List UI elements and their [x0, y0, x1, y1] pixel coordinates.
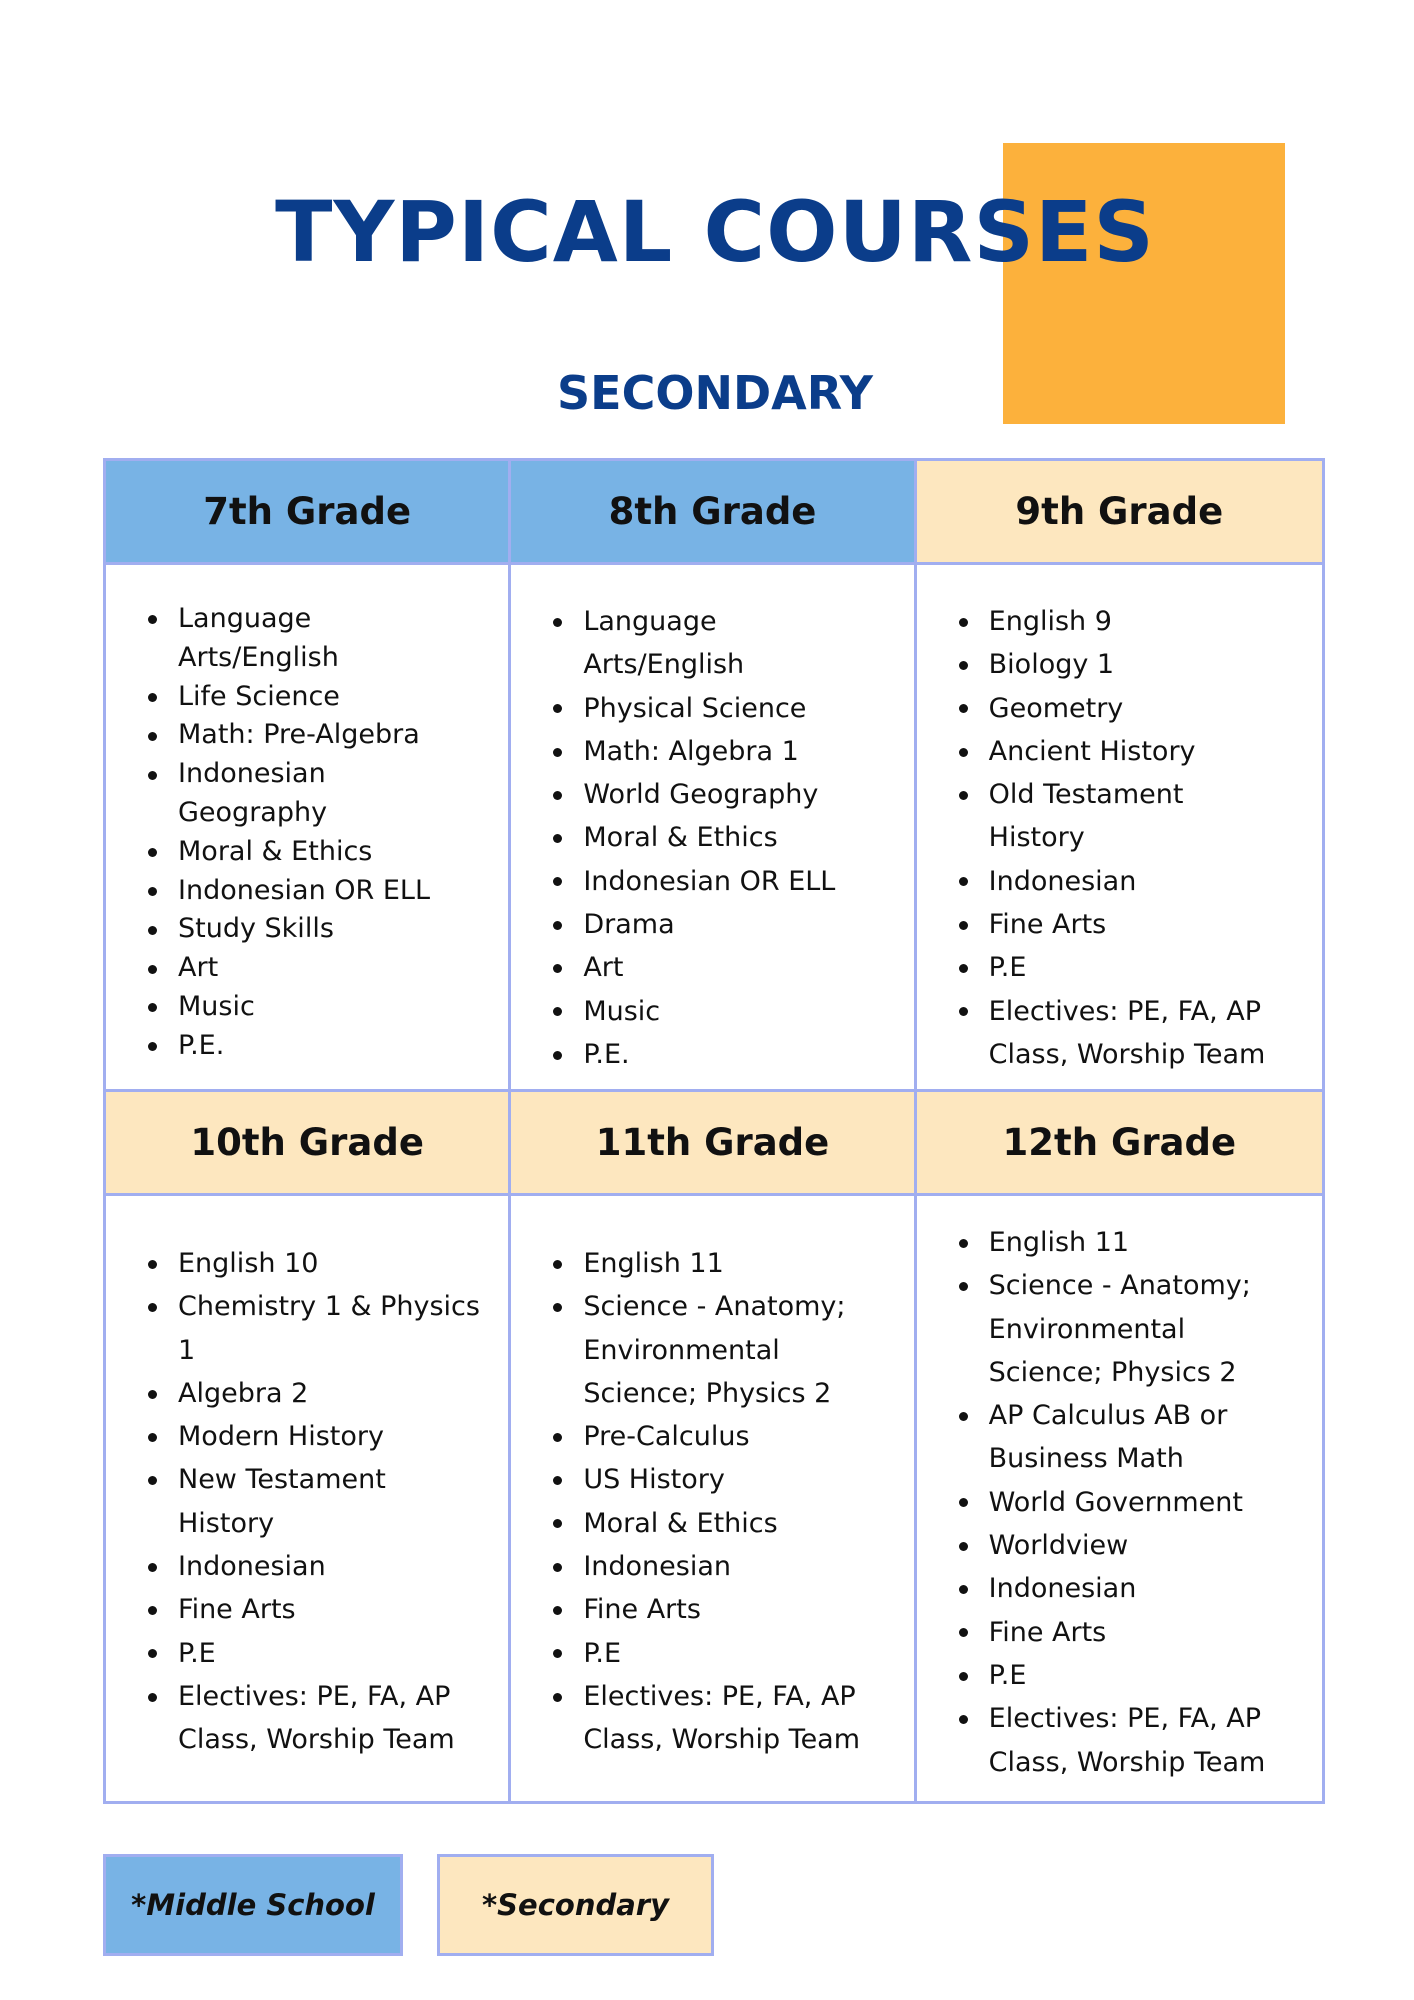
course-item: Fine Arts: [959, 903, 1302, 946]
course-item: Class, Worship Team: [988, 1038, 1266, 1070]
grade-header-9th: [917, 461, 1322, 565]
course-list: [148, 1242, 488, 1762]
course-item: English 11: [959, 1221, 1302, 1264]
course-item: Indonesian: [959, 860, 1302, 903]
legend-middle-school-label: *Middle School: [131, 1888, 375, 1922]
course-item: Electives: PE, FA, AP: [959, 990, 1302, 1033]
legend-secondary: [437, 1854, 714, 1956]
course-list-7th: [106, 565, 511, 1092]
course-item: Indonesian: [148, 755, 488, 794]
course-item: Ancient History: [959, 730, 1302, 773]
course-item: Fine Arts: [148, 1588, 488, 1631]
course-item: Class, Worship Team: [583, 1724, 861, 1756]
grade-header-8th: [511, 461, 916, 565]
course-item: Geometry: [959, 687, 1302, 730]
course-item: Geography: [178, 796, 328, 828]
course-item: Algebra 2: [148, 1372, 488, 1415]
grade-header-11th: [511, 1092, 916, 1196]
course-item: Pre-Calculus: [553, 1415, 893, 1458]
course-item: Chemistry 1 & Physics: [148, 1285, 488, 1328]
course-item: English 11: [553, 1242, 893, 1285]
course-list: [148, 600, 488, 1066]
course-item: Fine Arts: [553, 1588, 893, 1631]
course-item: Old Testament: [959, 773, 1302, 816]
course-item: AP Calculus AB or: [959, 1394, 1302, 1437]
grade-title: 10th Grade: [190, 1121, 424, 1164]
course-item: Class, Worship Team: [988, 1746, 1266, 1778]
page-subtitle: SECONDARY: [557, 366, 873, 420]
course-item: World Geography: [553, 773, 893, 816]
page-title: TYPICAL COURSES: [275, 183, 1155, 281]
course-list-9th: [917, 565, 1322, 1092]
course-item: Math: Algebra 1: [553, 730, 893, 773]
course-item: Moral & Ethics: [553, 816, 893, 859]
course-item: Music: [148, 988, 488, 1027]
grade-title: 9th Grade: [1015, 490, 1224, 533]
course-item: Electives: PE, FA, AP: [959, 1697, 1302, 1740]
grade-title: 11th Grade: [595, 1121, 830, 1164]
course-item: Study Skills: [148, 910, 488, 949]
course-list-11th: [511, 1196, 916, 1801]
course-item: English 10: [148, 1242, 488, 1285]
course-item: Language: [553, 600, 893, 643]
course-item: 1: [178, 1334, 196, 1366]
course-item: Indonesian OR ELL: [148, 872, 488, 911]
course-list: [959, 1221, 1302, 1784]
grade-title: 7th Grade: [203, 490, 412, 533]
course-list: [553, 600, 893, 1076]
grade-header-12th: [917, 1092, 1322, 1196]
course-list-8th: [511, 565, 916, 1092]
course-item: Modern History: [148, 1415, 488, 1458]
course-item: Biology 1: [959, 643, 1302, 686]
course-list: [553, 1242, 893, 1762]
course-item: Worldview: [959, 1524, 1302, 1567]
course-item: P.E: [959, 946, 1302, 989]
course-item: Fine Arts: [959, 1611, 1302, 1654]
legend-secondary-label: *Secondary: [481, 1888, 669, 1922]
course-item: Arts/English: [583, 649, 745, 681]
course-item: History: [988, 822, 1085, 854]
course-item: History: [178, 1507, 275, 1539]
course-item: P.E: [148, 1632, 488, 1675]
legend-middle-school: [103, 1854, 403, 1956]
course-item: Physical Science: [553, 687, 893, 730]
course-list-12th: [917, 1196, 1322, 1801]
grade-title: 8th Grade: [608, 490, 817, 533]
course-item: P.E.: [148, 1027, 488, 1066]
course-item: Science - Anatomy;: [959, 1264, 1302, 1307]
course-item: Art: [148, 949, 488, 988]
course-item: New Testament: [148, 1458, 488, 1501]
course-item: Life Science: [148, 678, 488, 717]
course-item: Indonesian: [148, 1545, 488, 1588]
course-item: Indonesian: [553, 1545, 893, 1588]
course-item: Indonesian: [959, 1567, 1302, 1610]
course-item: Science - Anatomy;: [553, 1285, 893, 1328]
course-item: Drama: [553, 903, 893, 946]
course-item: Indonesian OR ELL: [553, 860, 893, 903]
course-item: P.E: [959, 1654, 1302, 1697]
course-item: Language: [148, 600, 488, 639]
course-item: Moral & Ethics: [553, 1502, 893, 1545]
course-item: Electives: PE, FA, AP: [553, 1675, 893, 1718]
course-item: Science; Physics 2: [583, 1377, 832, 1409]
grade-header-10th: [106, 1092, 511, 1196]
course-item: Arts/English: [178, 641, 339, 673]
course-item: Moral & Ethics: [148, 833, 488, 872]
course-item: Art: [553, 946, 893, 989]
course-item: Class, Worship Team: [178, 1724, 455, 1756]
grade-header-7th: [106, 461, 511, 565]
course-item: US History: [553, 1458, 893, 1501]
course-item: Environmental: [988, 1313, 1186, 1345]
course-item: World Government: [959, 1481, 1302, 1524]
course-list: [959, 600, 1302, 1076]
grade-title: 12th Grade: [1002, 1121, 1237, 1164]
course-item: Math: Pre-Algebra: [148, 716, 488, 755]
course-item: Science; Physics 2: [988, 1356, 1237, 1388]
course-item: Environmental: [583, 1334, 780, 1366]
course-item: P.E.: [553, 1033, 893, 1076]
course-item: English 9: [959, 600, 1302, 643]
course-item: Business Math: [988, 1443, 1184, 1475]
course-list-10th: [106, 1196, 511, 1801]
course-item: Music: [553, 990, 893, 1033]
course-item: P.E: [553, 1632, 893, 1675]
course-item: Electives: PE, FA, AP: [148, 1675, 488, 1718]
course-table: [103, 458, 1325, 1804]
